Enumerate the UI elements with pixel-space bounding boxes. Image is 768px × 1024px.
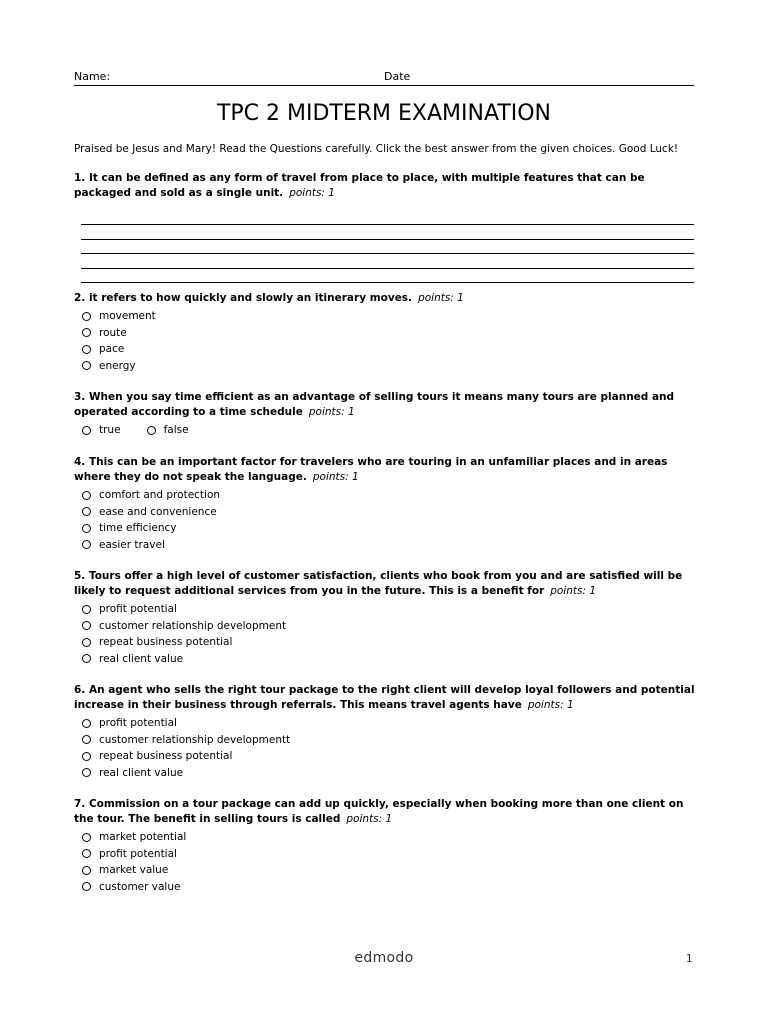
- page-title: TPC 2 MIDTERM EXAMINATION: [216, 101, 552, 126]
- radio-button[interactable]: [82, 605, 91, 614]
- question-7-text: 7. Commission on a tour package can add up quickly, especially when booking more than one client on the tour. The benefit in selling tours is called: [74, 798, 684, 825]
- question-4: [74, 455, 696, 553]
- answer-line[interactable]: [81, 211, 694, 225]
- radio-button[interactable]: [82, 866, 91, 875]
- question-6-options: [74, 715, 696, 781]
- radio-button[interactable]: [82, 361, 91, 370]
- question-3-points: points: 1: [308, 406, 355, 418]
- radio-button[interactable]: [82, 719, 91, 728]
- option[interactable]: [74, 651, 696, 668]
- option[interactable]: [74, 748, 696, 765]
- option[interactable]: [74, 715, 696, 732]
- date-label: Date: [384, 70, 411, 83]
- radio-button[interactable]: [82, 768, 91, 777]
- radio-button[interactable]: [82, 426, 91, 435]
- question-2-text: 2. it refers to how quickly and slowly an itinerary moves.: [74, 292, 413, 304]
- option[interactable]: [74, 325, 696, 342]
- option[interactable]: [74, 341, 696, 358]
- question-4-points: points: 1: [312, 471, 359, 483]
- radio-button[interactable]: [82, 621, 91, 630]
- option-label: route: [99, 326, 127, 339]
- option[interactable]: [74, 537, 696, 554]
- option-label: real client value: [99, 652, 184, 665]
- edmodo-logo: edmodo: [354, 950, 414, 966]
- question-3: [74, 390, 696, 439]
- option[interactable]: [74, 422, 121, 439]
- radio-button[interactable]: [82, 735, 91, 744]
- option-label: market potential: [99, 831, 187, 844]
- option[interactable]: [74, 732, 696, 749]
- question-5-points: points: 1: [550, 585, 597, 597]
- answer-line[interactable]: [81, 240, 694, 255]
- option[interactable]: [74, 520, 696, 537]
- option-label: customer relationship development: [99, 619, 287, 632]
- name-date-bar: [74, 69, 694, 86]
- option[interactable]: [74, 618, 696, 635]
- option[interactable]: [74, 634, 696, 651]
- question-6: [74, 683, 696, 781]
- question-1-points: points: 1: [289, 187, 335, 199]
- option[interactable]: [74, 846, 696, 863]
- option[interactable]: [74, 829, 696, 846]
- answer-line[interactable]: [81, 225, 694, 240]
- question-2-options: [74, 308, 696, 374]
- radio-button[interactable]: [82, 638, 91, 647]
- option-label: ease and convenience: [99, 505, 217, 518]
- option[interactable]: [74, 358, 696, 375]
- name-label: Name:: [74, 70, 111, 83]
- radio-button[interactable]: [82, 345, 91, 354]
- answer-line[interactable]: [81, 269, 694, 284]
- radio-button[interactable]: [82, 524, 91, 533]
- radio-button[interactable]: [82, 328, 91, 337]
- question-4-text: 4. This can be an important factor for travelers who are touring in an unfamiliar places and in areas where they do not speak the language.: [74, 456, 668, 483]
- instructions: Praised be Jesus and Mary! Read the Questions carefully. Click the best answer from the given choices. Good Luck!: [74, 143, 679, 155]
- question-6-points: points: 1: [527, 699, 574, 711]
- option-label: time efficiency: [99, 522, 177, 535]
- question-3-text: 3. When you say time efficient as an advantage of selling tours it means many tours are planned and operated according to a time schedule: [74, 391, 675, 418]
- option[interactable]: [74, 862, 696, 879]
- page-number: 1: [686, 953, 693, 965]
- question-7-points: points: 1: [346, 813, 393, 825]
- question-7: [74, 797, 696, 895]
- radio-button[interactable]: [147, 426, 156, 435]
- answer-lines[interactable]: [81, 211, 694, 283]
- question-5-text: 5. Tours offer a high level of customer satisfaction, clients who book from you and are satisfied will be likely to request additional services from you in the future. This is a benefit for: [74, 570, 683, 597]
- radio-button[interactable]: [82, 540, 91, 549]
- radio-button[interactable]: [82, 491, 91, 500]
- radio-button[interactable]: [82, 849, 91, 858]
- option-label: repeat business potential: [99, 750, 233, 763]
- question-1-text: 1. It can be defined as any form of travel from place to place, with multiple features that can be packaged and sold as a single unit.: [74, 172, 645, 199]
- option[interactable]: [139, 422, 189, 439]
- radio-button[interactable]: [82, 507, 91, 516]
- option-label: easier travel: [99, 538, 165, 551]
- option-label: profit potential: [99, 847, 177, 860]
- radio-button[interactable]: [82, 833, 91, 842]
- question-2-points: points: 1: [418, 292, 464, 304]
- option-label: customer relationship developmentt: [99, 733, 291, 746]
- option-label: real client value: [99, 766, 184, 779]
- radio-button[interactable]: [82, 882, 91, 891]
- option[interactable]: [74, 308, 696, 325]
- question-5-options: [74, 601, 696, 667]
- option-label: true: [99, 424, 121, 437]
- option-label: pace: [99, 343, 125, 356]
- option-label: movement: [99, 310, 156, 323]
- option-label: comfort and protection: [99, 489, 221, 502]
- option-label: repeat business potential: [99, 636, 233, 649]
- radio-button[interactable]: [82, 312, 91, 321]
- question-6-text: 6. An agent who sells the right tour package to the right client will develop loyal followers and potential increase in their business through referrals. This means travel agents have: [74, 684, 695, 711]
- question-3-options: [74, 422, 696, 439]
- option-label: profit potential: [99, 603, 177, 616]
- option-label: energy: [99, 359, 136, 372]
- option[interactable]: [74, 487, 696, 504]
- option[interactable]: [74, 504, 696, 521]
- option-label: profit potential: [99, 717, 177, 730]
- question-2: [74, 291, 696, 374]
- option[interactable]: [74, 601, 696, 618]
- option[interactable]: [74, 879, 696, 896]
- option[interactable]: [74, 765, 696, 782]
- radio-button[interactable]: [82, 752, 91, 761]
- question-5: [74, 569, 696, 667]
- radio-button[interactable]: [82, 654, 91, 663]
- question-1: [74, 171, 696, 283]
- question-4-options: [74, 487, 696, 553]
- question-7-options: [74, 829, 696, 895]
- option-label: false: [163, 424, 189, 437]
- option-label: customer value: [99, 880, 181, 893]
- option-label: market value: [99, 864, 169, 877]
- answer-line[interactable]: [81, 254, 694, 269]
